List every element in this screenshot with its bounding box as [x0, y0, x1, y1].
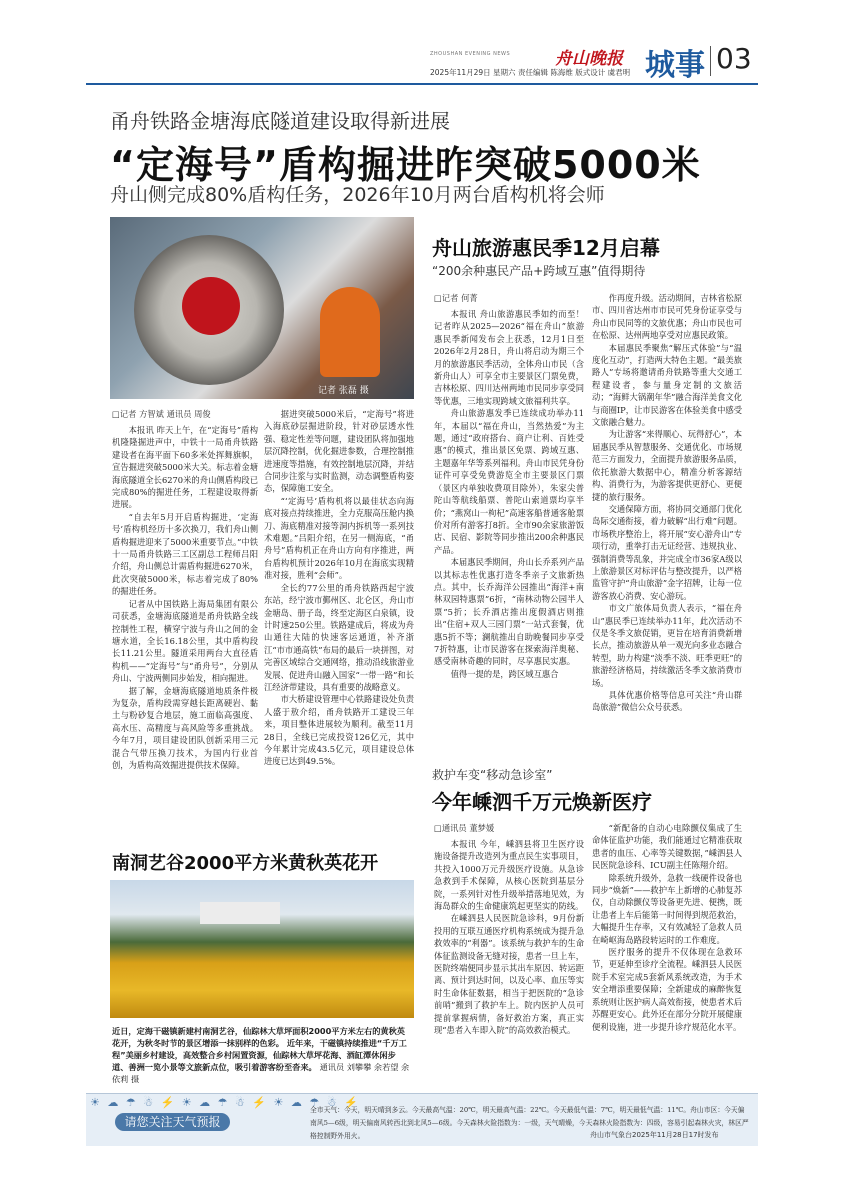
tourism-subhead: “200余种惠民产品+跨域互惠”值得期待 — [432, 264, 646, 278]
paragraph: “自去年5月开启盾构掘进，‘定海号’盾构机经历十多次换刀，我们舟山侧盾构掘进迎来了5000米重要节点。”中铁十一局甬舟铁路三工区副总工程师吕阳介绍，舟山侧总计需盾构掘进6270米，此次突破5000米，标志着完成了80%的掘进任务。 — [112, 511, 258, 597]
paragraph: 市大桥建设管理中心铁路建设处负责人盛于敖介绍，甬舟铁路开工建设三年来，项目整体进展较为顺利。截至11月28日，全线已完成投资126亿元，其中今年累计完成43.5亿元，项目建设总体进度已达到49.5%。 — [264, 694, 414, 767]
tourism-column-2 — [592, 292, 742, 754]
paragraph: 值得一提的是，跨区域互惠合 — [450, 668, 559, 679]
top-rule — [86, 83, 758, 85]
paragraph: 在嵊泗县人民医院急诊科，9月份新投用的互联互通医疗机构系统成为提升急救效率的“利器”。该系统与救护车的生命体征监测设备无缝对接，患者一旦上车，医院终端便同步显示其出车原因、转运距离、预计到达时间，以及心率、血压等实时生命体征数据，相当于把医院的“急诊前哨”搬到了救护车上。院内医护人员可提前掌握病情，备好救治方案，真正实现“患者入车即入院”的高效救治模式。 — [434, 913, 584, 1036]
paragraph: 具体优惠价格等信息可关注“舟山群岛旅游”微信公众号获悉。 — [592, 690, 742, 713]
lead-headline: “定海号”盾构掘进昨突破5000米 — [110, 143, 701, 187]
paragraph: 舟山旅游惠发季已连续成功举办11年，本届以“福在舟山，当然热爱”为主题，通过“政府搭台、商户让利、百姓受惠”的模式，推出景区免票、跨域互惠、主题嘉年华等系列福利。舟山市民凭身份证件可享受免费游览全市主要景区门票（景区内单独收费项目除外），朱家尖普陀山等航线船票、普陀山索道票均享半价；“燕窝山一枸杞”高速客船普通客舱票价对所有游客打8折。全市90余家旅游饭店、民宿、影院等同步推出200余种惠民产品。 — [434, 408, 584, 555]
paragraph: 本届惠民季期间，舟山长乔系列产品以其标志性优惠打造冬季亲子文旅新热点。其中，长乔海洋公园推出“海洋+南林双园特惠票”6折，“南林动物公园半人票”5折；长乔酒店推出度假酒店则推出“住宿+双人三园门票”一站式套餐，优惠5折不等；澜航推出自助晚餐同步享受7折特惠，让市民游客在探索海洋奥秘、感受南林奇趣的同时，尽享惠民实惠。 — [434, 557, 584, 667]
paragraph: 据了解，金塘海底隧道地质条件极为复杂，盾构段需穿越长距离硬岩、黏土与粉砂复合地层，施工面临高强度、高水压、高精度与高风险等多重挑战。今年7月，项目建设团队创新采用三元混合气带压换刀技术，为国内行业首创，为盾构高效掘进提供技术保障。 — [112, 685, 258, 770]
flower-field-photo — [110, 880, 414, 1018]
paragraph: 本报讯 昨天上午，在“定海号”盾构机隆隆掘进声中，中铁十一局甬舟铁路建设者在海平面下60多米处挥舞旗帜，宣告掘进突破5000米大关。标志着金塘海底隧道全长6270米的舟山侧盾构段已完成80%的掘进任务，工程建设取得新进展。 — [112, 425, 258, 510]
caption-text-2: 近年来，干磁镇持续推进“千万工程”美丽乡村建设，高效整合乡村闲置资源，仙踪林大草坪花海、酒缸潭休闲步道、善洲一览小景等文旅新点位，吸引着游客纷至沓来。 — [112, 1038, 407, 1072]
caption-text: 近日，定海干磁镇新建村南洞艺谷，仙踪林大草坪面积2000平方米左右的黄秋英花开，为秋冬时节的景区增添一抹别样的色彩。 — [112, 1026, 405, 1048]
lead-subhead: 舟山侧完成80%盾构任务，2026年10月两台盾构机将会师 — [110, 184, 605, 206]
masthead-pinyin: ZHOUSHAN EVENING NEWS — [430, 51, 511, 57]
building-shape — [200, 902, 280, 924]
lead-column-1 — [112, 424, 258, 770]
tourism-byline: □记者 何菁 — [434, 293, 478, 303]
paragraph: 本报讯 今年，嵊泗县将卫生医疗设施设备提升改造列为重点民生实事项目，共投入1000万元升级医疗设施。从急诊急救到手术保障，从核心医院到基层分院，一系列针对性升级举措落地见效，为海岛群众的生命健康筑起更坚实的防线。 — [434, 839, 584, 912]
rescue-column-2 — [592, 822, 742, 1076]
tourism-column-1 — [434, 308, 584, 754]
paragraph: 本届惠民季聚焦“解压式体验”与“温度化互动”，打造两大特色主题。“最美旅路人”专场将邀请甬舟铁路等重大交通工程建设者，参与量身定制的文旅活动；“海鲜大锅潮年华”融合海洋美食文化与商圈IP，让市民游客在体验美食中感受文旅融合魅力。 — [592, 342, 742, 428]
paragraph: “‘定海号’盾构机将以最佳状态向海底对接点持续推进，全力克服高压舱内换刀、海底精准对接等洞内拆机等一系列技术难题。”吕阳介绍，在另一侧海底，“甬舟号”盾构机正在舟山方向有序推进，两台盾构机预计2026年10月在海底实现精准对接，胜利“会师”。 — [264, 495, 414, 581]
lead-kicker: 甬舟铁路金塘海底隧道建设取得新进展 — [110, 109, 450, 133]
paragraph: 除系统升级外，急救一线硬件设备也同步“焕新”——救护车上新增的心肺复苏仪，自动除颤仪等设备更先进、便携，既让患者上车后能第一时间得到规范救治，大幅提升生存率，又有效减轻了急救人员在崎岖海岛路段转运时的工作难度。 — [592, 872, 742, 945]
weather-forecast: 全市天气：今天，明天晴到多云。今天最高气温：20℃，明天最高气温：22℃。今天最低气温：7℃，明天最低气温：11℃。舟山市区：今天偏南风5—6级，明天偏南风转西北到北风5—6级。今天森林火险指数为：一级，天气晴燥，今天森林火险指数为：四级，容易引起森林火灾，林区严格控制野外用火。 — [310, 1106, 749, 1140]
paragraph: 交通保障方面，将协同交通部门优化岛际交通衔接，着力破解“出行难”问题。市场秩序整治上，将开展“安心游舟山”专项行动，重拳打击无证经营、违规执业、强制消费等乱象，并完成全市36家A级以上旅游景区对标评估与整改提升，以严格监管守护“舟山旅游”金字招牌，让每一位游客放心消费、安心游玩。 — [592, 503, 742, 601]
photo-credit: 记者 张磊 摄 — [318, 386, 369, 396]
paragraph: 为让游客“来得顺心、玩得舒心”，本届惠民季从智慧服务、交通优化、市场规范三方面发力，全面提升旅游服务品质，依托旅游大数据中心，精准分析客源结构、消费行为，为游客提供更舒心、更便捷的旅行服务。 — [592, 429, 742, 502]
tbm-logo — [182, 277, 240, 335]
paragraph: 据进突破5000米后，“定海号”将进入海底砂层掘进阶段，针对砂层透水性强、稳定性差等问题，建设团队将加强地层沉降控制，优化掘进参数，合理控制推进速度等措施，有效控制地层沉降，并结合同步注浆与实时监测，动态调整盾构姿态，保障施工安全。 — [264, 409, 414, 494]
lead-column-2 — [264, 408, 414, 828]
weather-cta-banner: 请您关注天气预报 — [115, 1113, 230, 1131]
paragraph: 本报讯 舟山旅游惠民季如约而至！记者昨从2025—2026“福在舟山”旅游惠民季新闻发布会上获悉，12月1日至2026年2月28日，舟山将启动为期三个月的旅游惠民季活动，全体舟山市民（含新舟山人）可享全市主要景区门票免费，吉林松原、四川达州两地市民同步享受同等优惠，三地实现跨域文旅福利共享。 — [434, 309, 584, 406]
page-number: 03 — [716, 42, 752, 75]
garden-headline: 南洞艺谷2000平方米黄秋英花开 — [112, 853, 379, 874]
weather-icons: ☀ ☁ ☂ ☃ ⚡ ☀ ☁ ☂ ☃ ⚡ ☀ ☁ ☂ ☃ ⚡ — [90, 1096, 360, 1109]
rescue-column-1 — [434, 838, 584, 1076]
garden-caption — [112, 1025, 412, 1085]
rescue-byline: □通讯员 董梦媛 — [434, 823, 495, 833]
issue-line: 2025年11月29日 星期六 责任编辑 陈海维 版式设计 虞君明 — [430, 68, 631, 77]
paragraph: “新配备的自动心电除颤仪集成了生命体征监护功能，我们能通过它精准获取患者的血压、心率等关键数据，”嵊泗县人民医院急诊科、ICU副主任陈翔介绍。 — [592, 823, 742, 871]
tourism-headline: 舟山旅游惠民季12月启幕 — [432, 236, 660, 260]
paragraph: 记者从中国铁路上海局集团有限公司获悉，金塘海底隧道是甬舟铁路全线控制性工程，横穿宁波与舟山之间的金塘水道，全长16.18公里，其中盾构段长11.21公里。隧道采用两台大直径盾构机——“定海号”与“甬舟号”，分别从舟山、宁波两侧同步始发，相向掘进。 — [112, 598, 258, 684]
section-separator — [710, 46, 711, 76]
paragraph: 市文广旅体局负责人表示，“福在舟山”惠民季已连续举办11年，此次活动不仅是冬季文旅促销，更旨在培育消费新增长点，推动旅游从单一观光向多业态融合转型，助力构建“淡季不淡、旺季更旺”的旅游经济格局，持续激活冬季文旅消费市场。 — [592, 603, 742, 688]
paragraph: 全长约77公里的甬舟铁路西起宁波东站，经宁波市鄞州区、北仑区，舟山市金塘岛、册子岛，终至定海区白泉镇，设计时速250公里。铁路建成后，将成为舟山通往大陆的快速客运通道，补齐浙江“市市通高铁”布局的最后一块拼图，对完善区域综合交通网络，推动沿线旅游业发展、促进舟山融入国家“一带一路”和长江经济带建设，具有重要的战略意义。 — [264, 582, 414, 692]
paragraph: 医疗服务的提升不仅体现在急救环节，更延伸至诊疗全流程。嵊泗县人民医院手术室完成5套新风系统改造，为手术安全增添重要保障；全新建成的麻醉恢复系统则让医护病人高效衔接，使患者术后苏醒更安心。此外还在部分分院开展健康便利设施，进一步提升诊疗规范化水平。 — [592, 947, 742, 1032]
section-name: 城事 — [645, 48, 705, 83]
lead-byline: □记者 方智斌 通讯员 周俊 — [112, 409, 211, 419]
worker-figure — [320, 287, 380, 377]
photo-credit: 通讯员 刘攀攀 余若望 余依莉 摄 — [112, 1062, 410, 1084]
newspaper-logo: 舟山晚报 — [555, 49, 623, 69]
weather-source: 舟山市气象台2025年11月28日17时发布 — [590, 1131, 719, 1139]
paragraph: 作再度升级。活动期间，吉林省松原市、四川省达州市市民可凭身份证享受与舟山市民同等的文旅优惠；舟山市民也可在松原、达州两地享受对应惠民政策。 — [592, 293, 742, 341]
rescue-headline: 今年嵊泗千万元焕新医疗 — [432, 790, 652, 814]
tunnel-photo — [110, 217, 414, 399]
rescue-kicker: 救护车变“移动急诊室” — [432, 768, 553, 782]
